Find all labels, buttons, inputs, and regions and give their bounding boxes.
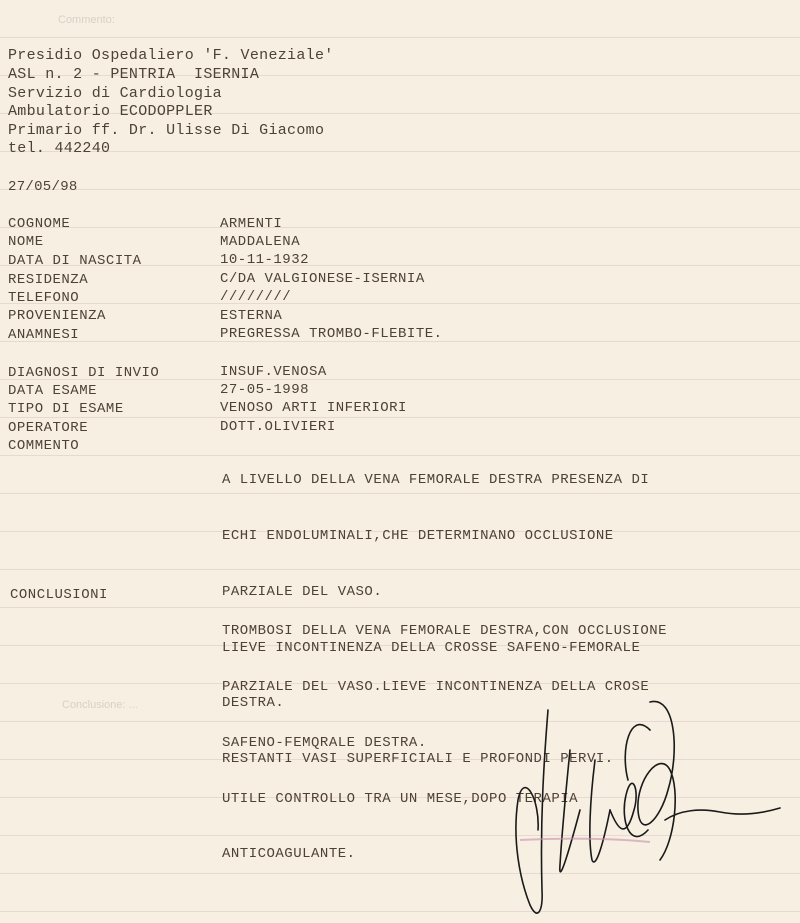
text-line: TROMBOSI DELLA VENA FEMORALE DESTRA,CON OCCLUSIONE (222, 623, 668, 640)
field-value: //////// (220, 289, 292, 305)
text-line: LIEVE INCONTINENZA DELLA CROSSE SAFENO-FEMORALE (222, 639, 641, 656)
field-value: DOTT.OLIVIERI (220, 419, 336, 435)
field-label: DIAGNOSI DI INVIO (8, 365, 160, 381)
field-label: DATA DI NASCITA (8, 253, 142, 269)
field-value: ESTERNA (220, 308, 283, 324)
text-line: DESTRA. (222, 695, 285, 712)
header-asl: ASL n. 2 - PENTRIA ISERNIA (8, 66, 260, 83)
field-value: VENOSO ARTI INFERIORI (220, 400, 407, 416)
commento-label: COMMENTO (8, 438, 80, 454)
field-label: COGNOME (8, 216, 71, 232)
text-line: ECHI ENDOLUMINALI,CHE DETERMINANO OCCLUSIONE (222, 527, 614, 544)
field-label: PROVENIENZA (8, 308, 106, 324)
field-value: ARMENTI (220, 216, 283, 232)
report-date: 27/05/98 (8, 179, 78, 195)
text-line: PARZIALE DEL VASO. (222, 583, 383, 600)
field-label: OPERATORE (8, 420, 89, 436)
text-line: UTILE CONTROLLO TRA UN MESE,DOPO TERAPIA (222, 790, 579, 807)
conclusioni-label: CONCLUSIONI (10, 587, 108, 603)
header-ambulatory: Ambulatorio ECODOPPLER (8, 103, 213, 120)
field-label: DATA ESAME (8, 383, 98, 399)
text-line: A LIVELLO DELLA VENA FEMORALE DESTRA PRESENZA DI (222, 472, 650, 489)
field-value: 10-11-1932 (220, 252, 310, 268)
field-value: C/DA VALGIONESE-ISERNIA (220, 271, 425, 287)
text-line: RESTANTI VASI SUPERFICIALI E PROFONDI PERVI. (222, 751, 614, 768)
field-value: PREGRESSA TROMBO-FLEBITE. (220, 326, 443, 342)
form-label-commento: Commento: (58, 14, 115, 26)
field-label: RESIDENZA (8, 272, 89, 288)
field-label: NOME (8, 234, 44, 250)
text-line: SAFENO-FEMQRALE DESTRA. (222, 734, 427, 751)
form-label-conclusione: Conclusione: ... (62, 699, 138, 711)
field-value: 27-05-1998 (220, 382, 310, 398)
field-label: ANAMNESI (8, 327, 80, 343)
header-service: Servizio di Cardiologia (8, 85, 222, 102)
text-line: ANTICOAGULANTE. (222, 846, 356, 863)
field-label: TELEFONO (8, 290, 80, 306)
header-primario: Primario ff. Dr. Ulisse Di Giacomo (8, 122, 325, 139)
field-value: INSUF.VENOSA (220, 364, 327, 380)
header-hospital: Presidio Ospedaliero 'F. Veneziale' (8, 47, 334, 64)
signature (500, 690, 800, 923)
field-value: MADDALENA (220, 234, 301, 250)
field-label: TIPO DI ESAME (8, 401, 124, 417)
header-tel: tel. 442240 (8, 140, 111, 157)
text-line: PARZIALE DEL VASO.LIEVE INCONTINENZA DELLA CROSE (222, 678, 650, 695)
